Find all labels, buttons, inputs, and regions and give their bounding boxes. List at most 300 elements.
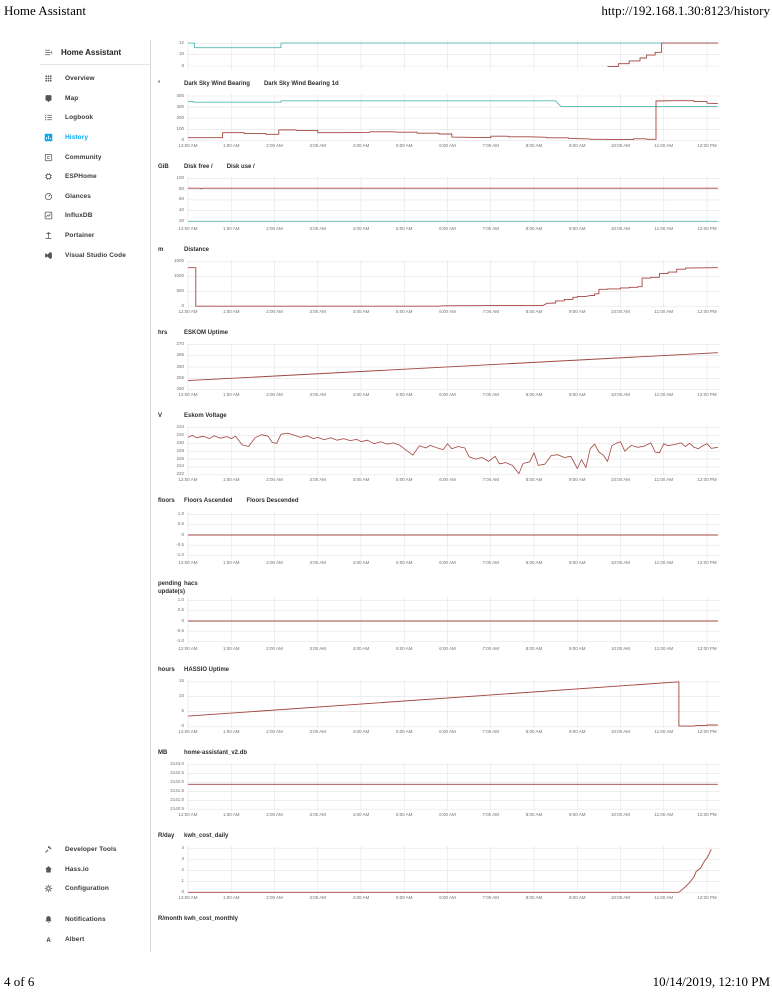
- chart-legend-row: [158, 247, 722, 259]
- y-tick-label: -1.0: [176, 551, 184, 557]
- x-tick-label: 8:00 AM: [525, 729, 543, 734]
- chart-kwh-cost-monthly: [158, 916, 722, 928]
- chart-hassio-uptime: [158, 667, 722, 739]
- print-footer-page-number: 4 of 6: [4, 974, 35, 989]
- y-tick-label: 228: [176, 447, 184, 453]
- portainer-icon: [43, 231, 53, 241]
- sidebar-item-developer-tools[interactable]: [40, 840, 150, 860]
- chart-unit-label: GiB: [158, 164, 169, 170]
- x-tick-label: 12:00 AM: [178, 729, 198, 734]
- x-tick-label: 4:00 AM: [352, 477, 370, 482]
- sidebar-item-label: History: [65, 134, 89, 142]
- x-tick-label: 5:00 AM: [395, 895, 413, 900]
- x-tick-label: 7:00 AM: [482, 309, 500, 314]
- series-line-0: [188, 433, 718, 474]
- map-icon: [43, 93, 53, 103]
- x-axis-labels: [158, 730, 722, 739]
- y-tick-label: 0: [181, 617, 184, 623]
- chart-plot-area: [158, 597, 722, 645]
- series-line-0: [188, 353, 718, 381]
- x-tick-label: 10:00 AM: [611, 477, 631, 482]
- chart-box-icon: [43, 133, 53, 143]
- x-tick-label: 2:00 AM: [266, 812, 283, 817]
- x-tick-label: 6:00 AM: [439, 143, 456, 148]
- series-line-0: [188, 101, 718, 107]
- chart-legend-row: [158, 413, 722, 425]
- chart-canvas: [188, 680, 720, 728]
- x-tick-label: 9:00 AM: [569, 477, 586, 482]
- x-tick-label: 4:00 AM: [352, 226, 370, 231]
- chart-legend-item: Eskom Voltage: [184, 413, 227, 419]
- vscode-icon: [43, 250, 53, 260]
- x-tick-label: 3:00 AM: [309, 729, 327, 734]
- print-footer: [4, 974, 770, 990]
- chart-unit-label: V: [158, 413, 163, 419]
- x-tick-label: 6:00 AM: [439, 226, 456, 231]
- x-tick-label: 4:00 AM: [352, 143, 370, 148]
- chart-unit-label: MB: [158, 750, 168, 756]
- chart-legend-item: Disk free /: [184, 164, 213, 170]
- sidebar-title: Home Assistant: [61, 47, 122, 57]
- chart-canvas: [188, 260, 720, 308]
- y-tick-label: 0: [181, 723, 184, 728]
- x-tick-label: 6:00 AM: [439, 729, 456, 734]
- y-tick-label: 230: [176, 439, 184, 445]
- x-tick-label: 11:00 AM: [654, 895, 674, 900]
- x-tick-label: 4:00 AM: [352, 560, 370, 565]
- print-footer-timestamp: 10/14/2019, 12:10 PM: [652, 974, 770, 989]
- x-tick-label: 2:00 AM: [266, 226, 283, 231]
- x-tick-label: 1:00 AM: [222, 477, 240, 482]
- x-tick-label: 3:00 AM: [309, 646, 327, 651]
- x-tick-label: 12:00 PM: [697, 812, 717, 817]
- y-tick-label: 200: [176, 114, 184, 120]
- x-tick-label: 4:00 AM: [352, 392, 370, 397]
- x-tick-label: 12:00 PM: [697, 309, 717, 314]
- x-tick-label: 1:00 AM: [222, 226, 240, 231]
- x-tick-label: 11:00 AM: [654, 309, 674, 314]
- sidebar-item-label: Hass.io: [65, 865, 89, 873]
- x-tick-label: 12:00 PM: [697, 226, 717, 231]
- x-tick-label: 10:00 AM: [611, 560, 631, 565]
- y-tick-label: -0.5: [176, 541, 184, 547]
- letter-square-icon: [43, 152, 53, 162]
- x-axis-labels: [158, 310, 722, 319]
- x-tick-label: 6:00 AM: [439, 560, 456, 565]
- chart-top-partial: [158, 40, 722, 70]
- x-tick-label: 12:00 AM: [178, 477, 198, 482]
- x-axis-labels: [158, 227, 722, 236]
- x-tick-label: 2:00 AM: [266, 143, 283, 148]
- x-tick-label: 4:00 AM: [352, 309, 370, 314]
- x-tick-label: 5:00 AM: [395, 560, 413, 565]
- y-tick-label: 0.5: [177, 521, 184, 527]
- series-line-0: [188, 849, 711, 892]
- x-tick-label: 3:00 AM: [309, 812, 327, 817]
- x-tick-label: 4:00 AM: [352, 895, 370, 900]
- x-tick-label: 1:00 AM: [222, 729, 240, 734]
- x-tick-label: 8:00 AM: [525, 895, 543, 900]
- y-tick-label: 0: [181, 302, 184, 308]
- sidebar-bottom-list: [40, 840, 150, 949]
- y-tick-label: 100: [176, 125, 184, 131]
- x-tick-label: 8:00 AM: [525, 226, 543, 231]
- y-tick-label: 40: [178, 207, 184, 213]
- y-tick-label: 400: [176, 92, 184, 98]
- x-tick-label: 12:00 AM: [178, 309, 198, 314]
- chart-plot-area: [158, 177, 722, 225]
- y-tick-label: 2141.0: [170, 796, 184, 802]
- chart-db-size: [158, 750, 722, 822]
- x-tick-label: 11:00 AM: [654, 812, 674, 817]
- x-tick-label: 12:00 PM: [697, 143, 717, 148]
- chart-canvas: [188, 177, 720, 225]
- y-tick-label: 0.5: [177, 607, 184, 613]
- chart-legend-item: home-assistant_v2.db: [184, 750, 248, 756]
- x-tick-label: 10:00 AM: [611, 392, 631, 397]
- x-tick-label: 3:00 AM: [309, 392, 327, 397]
- sidebar-item-configuration[interactable]: [40, 879, 150, 899]
- x-tick-label: 1:00 AM: [222, 309, 240, 314]
- sidebar-item-notifications[interactable]: [40, 910, 150, 930]
- x-tick-label: 11:00 AM: [654, 560, 674, 565]
- y-tick-label: 5: [181, 708, 184, 714]
- x-axis-labels: [158, 144, 722, 153]
- chart-legend-item: HASSIO Uptime: [184, 667, 230, 673]
- chart-plot-area: [158, 260, 722, 308]
- x-tick-label: 8:00 AM: [525, 143, 543, 148]
- chart-plot-area: [158, 763, 722, 811]
- chart-legend-row: [158, 833, 722, 845]
- x-tick-label: 8:00 AM: [525, 392, 543, 397]
- chart-plot-area: [158, 94, 722, 142]
- sidebar-item-hassio[interactable]: [40, 860, 150, 880]
- chart-unit-label: pending update(s): [158, 581, 185, 595]
- chart-line-box-icon: [43, 211, 53, 221]
- x-tick-label: 8:00 AM: [525, 309, 543, 314]
- chart-legend-row: [158, 164, 722, 176]
- x-tick-label: 2:00 AM: [266, 477, 283, 482]
- chart-eskom-uptime: [158, 330, 722, 402]
- sidebar-item-label: Community: [65, 153, 102, 161]
- print-header-url: http://192.168.1.30:8123/history: [601, 3, 770, 18]
- x-tick-label: 11:00 AM: [654, 392, 674, 397]
- series-line-0: [188, 682, 718, 726]
- sidebar-item-map[interactable]: [40, 89, 150, 109]
- x-tick-label: 9:00 AM: [569, 895, 586, 900]
- sidebar-item-label: Albert: [65, 935, 85, 943]
- chart-hacs: [158, 581, 722, 656]
- sidebar-item-label: Notifications: [65, 916, 106, 924]
- y-tick-label: 224: [176, 463, 184, 469]
- y-tick-label: 12: [178, 39, 184, 45]
- chart-unit-label: hrs: [158, 330, 168, 336]
- x-tick-label: 12:00 AM: [178, 812, 198, 817]
- chart-legend-item: hacs: [184, 581, 198, 587]
- y-tick-label: 1.0: [177, 597, 184, 603]
- x-tick-label: 2:00 AM: [266, 560, 283, 565]
- chart-unit-label: °: [158, 81, 161, 87]
- x-tick-label: 12:00 PM: [697, 895, 717, 900]
- y-tick-label: 2141.5: [170, 787, 184, 793]
- y-tick-label: 250: [176, 386, 184, 392]
- chart-plot-area: [158, 340, 722, 392]
- y-tick-label: 2143.0: [170, 761, 184, 767]
- y-tick-label: 100: [176, 175, 184, 181]
- chart-unit-label: R/day: [158, 833, 175, 839]
- y-tick-label: -0.5: [176, 627, 184, 633]
- x-tick-label: 9:00 AM: [569, 226, 586, 231]
- x-tick-label: 6:00 AM: [439, 477, 456, 482]
- x-tick-label: 1:00 AM: [222, 560, 240, 565]
- x-tick-label: 12:00 PM: [697, 392, 717, 397]
- y-tick-label: 0: [181, 531, 184, 537]
- sidebar-header: [40, 40, 150, 65]
- y-tick-label: 2142.0: [170, 779, 184, 785]
- x-tick-label: 12:00 AM: [178, 895, 198, 900]
- chart-disk: [158, 164, 722, 236]
- gauge-icon: [43, 191, 53, 201]
- sidebar-item-label: Visual Studio Code: [65, 251, 126, 259]
- x-tick-label: 9:00 AM: [569, 143, 586, 148]
- apps-icon: [43, 74, 53, 84]
- sidebar-item-glances[interactable]: [40, 187, 150, 207]
- chart-plot-area: [158, 846, 722, 894]
- y-tick-label: 265: [176, 352, 184, 358]
- y-tick-label: 20: [178, 217, 184, 223]
- sidebar: [40, 40, 151, 952]
- sidebar-item-albert[interactable]: [40, 929, 150, 949]
- x-tick-label: 11:00 AM: [654, 646, 674, 651]
- chart-plot-area: [158, 511, 722, 559]
- x-tick-label: 12:00 AM: [178, 560, 198, 565]
- x-tick-label: 1:00 AM: [222, 392, 240, 397]
- sidebar-item-label: InfluxDB: [65, 212, 93, 220]
- chart-unit-label: m: [158, 247, 164, 253]
- x-tick-label: 9:00 AM: [569, 392, 586, 397]
- x-tick-label: 2:00 AM: [266, 392, 283, 397]
- chart-distance: [158, 247, 722, 319]
- x-tick-label: 8:00 AM: [525, 477, 543, 482]
- y-tick-label: -1.0: [176, 637, 184, 643]
- x-tick-label: 12:00 AM: [178, 226, 198, 231]
- sidebar-item-label: ESPHome: [65, 173, 97, 181]
- y-tick-label: 80: [178, 185, 184, 191]
- y-tick-label: 60: [178, 196, 184, 202]
- bell-icon: [43, 915, 53, 925]
- chart-floors: [158, 498, 722, 570]
- x-tick-label: 3:00 AM: [309, 309, 327, 314]
- x-tick-label: 8:00 AM: [525, 812, 543, 817]
- chart-legend-row: [158, 81, 722, 93]
- chart-canvas: [188, 426, 720, 476]
- sidebar-item-portainer[interactable]: [40, 226, 150, 246]
- gear-icon: [43, 884, 53, 894]
- sidebar-item-history[interactable]: [40, 128, 150, 148]
- x-tick-label: 7:00 AM: [482, 812, 500, 817]
- x-tick-label: 10:00 AM: [611, 143, 631, 148]
- sidebar-item-vscode[interactable]: [40, 245, 150, 265]
- chart-canvas: [188, 511, 720, 559]
- x-tick-label: 10:00 AM: [611, 729, 631, 734]
- tools-icon: [43, 845, 53, 855]
- chart-legend-row: [158, 750, 722, 762]
- x-tick-label: 5:00 AM: [395, 309, 413, 314]
- y-tick-label: 500: [176, 287, 184, 293]
- x-tick-label: 10:00 AM: [611, 226, 631, 231]
- x-tick-label: 5:00 AM: [395, 392, 413, 397]
- x-tick-label: 12:00 AM: [178, 646, 198, 651]
- x-tick-label: 7:00 AM: [482, 895, 500, 900]
- chart-plot-area: [158, 426, 722, 476]
- x-tick-label: 9:00 AM: [569, 560, 586, 565]
- y-tick-label: 226: [176, 455, 184, 461]
- sidebar-divider-gap: [40, 899, 150, 910]
- y-tick-label: 2142.5: [170, 770, 184, 776]
- y-tick-label: 8: [181, 62, 184, 68]
- series-line-0: [188, 268, 718, 307]
- sidebar-item-logbook[interactable]: [40, 108, 150, 128]
- sidebar-item-label: Overview: [65, 75, 95, 83]
- x-tick-label: 10:00 AM: [611, 812, 631, 817]
- x-axis-labels: [158, 813, 722, 822]
- print-header-title: Home Assistant: [4, 3, 86, 18]
- y-tick-label: 1500: [173, 258, 184, 264]
- y-tick-label: 1: [181, 877, 184, 883]
- y-tick-label: 270: [176, 340, 184, 346]
- x-tick-label: 2:00 AM: [266, 309, 283, 314]
- x-tick-label: 7:00 AM: [482, 646, 500, 651]
- x-tick-label: 11:00 AM: [654, 477, 674, 482]
- chart-legend-row: [158, 498, 722, 510]
- y-tick-label: 3: [181, 855, 184, 861]
- chart-kwh-cost-daily: [158, 833, 722, 905]
- sidebar-item-esphome[interactable]: [40, 167, 150, 187]
- chart-legend-item: kwh_cost_monthly: [184, 916, 239, 922]
- x-tick-label: 2:00 AM: [266, 729, 283, 734]
- x-tick-label: 3:00 AM: [309, 895, 327, 900]
- x-tick-label: 6:00 AM: [439, 309, 456, 314]
- chart-unit-label: floors: [158, 498, 175, 504]
- chart-unit-label: R/month: [158, 916, 183, 922]
- x-tick-label: 11:00 AM: [654, 226, 674, 231]
- x-tick-label: 9:00 AM: [569, 812, 586, 817]
- print-header: [4, 3, 770, 19]
- x-tick-label: 2:00 AM: [266, 646, 283, 651]
- home-icon: [43, 864, 53, 874]
- x-tick-label: 6:00 AM: [439, 646, 456, 651]
- chart-legend-item: ESKOM Uptime: [184, 330, 229, 336]
- sidebar-item-community[interactable]: [40, 147, 150, 167]
- history-charts-panel: [151, 40, 722, 952]
- sidebar-item-label: Map: [65, 94, 79, 102]
- sidebar-item-label: Configuration: [65, 885, 109, 893]
- x-tick-label: 5:00 AM: [395, 729, 413, 734]
- chart-plot-area: [158, 40, 722, 70]
- series-line-0: [188, 43, 718, 48]
- x-tick-label: 7:00 AM: [482, 560, 500, 565]
- chart-canvas: [188, 597, 720, 645]
- x-tick-label: 4:00 AM: [352, 729, 370, 734]
- x-tick-label: 3:00 AM: [309, 560, 327, 565]
- chart-canvas: [188, 94, 720, 142]
- x-tick-label: 12:00 PM: [697, 646, 717, 651]
- x-tick-label: 7:00 AM: [482, 392, 500, 397]
- x-tick-label: 11:00 AM: [654, 729, 674, 734]
- menu-open-icon[interactable]: [43, 47, 53, 57]
- chart-canvas: [188, 846, 720, 894]
- x-tick-label: 3:00 AM: [309, 226, 327, 231]
- x-axis-labels: [158, 393, 722, 402]
- x-tick-label: 5:00 AM: [395, 646, 413, 651]
- x-tick-label: 5:00 AM: [395, 477, 413, 482]
- chart-canvas: [188, 40, 720, 70]
- x-tick-label: 9:00 AM: [569, 729, 586, 734]
- x-tick-label: 9:00 AM: [569, 646, 586, 651]
- sidebar-item-overview[interactable]: [40, 69, 150, 89]
- x-tick-label: 12:00 AM: [178, 143, 198, 148]
- x-tick-label: 8:00 AM: [525, 560, 543, 565]
- y-tick-label: 255: [176, 374, 184, 380]
- sidebar-item-influxdb[interactable]: [40, 206, 150, 226]
- x-tick-label: 5:00 AM: [395, 226, 413, 231]
- x-tick-label: 7:00 AM: [482, 143, 500, 148]
- chart-legend-item: Distance: [184, 247, 210, 253]
- x-tick-label: 10:00 AM: [611, 646, 631, 651]
- x-tick-label: 1:00 AM: [222, 646, 240, 651]
- y-tick-label: 10: [178, 693, 184, 699]
- x-tick-label: 5:00 AM: [395, 143, 413, 148]
- chart-eskom-voltage: [158, 413, 722, 487]
- series-line-1: [188, 188, 718, 189]
- chart-legend-item: Dark Sky Wind Bearing 1d: [263, 81, 339, 87]
- y-tick-label: 222: [176, 471, 184, 477]
- sidebar-item-label: Logbook: [65, 114, 94, 122]
- chart-legend-row: [158, 667, 722, 679]
- chart-legend-row: [158, 581, 722, 596]
- x-tick-label: 4:00 AM: [352, 812, 370, 817]
- x-tick-label: 10:00 AM: [611, 895, 631, 900]
- y-tick-label: 2: [181, 866, 184, 872]
- x-tick-label: 7:00 AM: [482, 729, 500, 734]
- chart-canvas: [188, 343, 720, 391]
- x-tick-label: 12:00 PM: [697, 560, 717, 565]
- x-tick-label: 8:00 AM: [525, 646, 543, 651]
- x-tick-label: 7:00 AM: [482, 226, 500, 231]
- x-axis-labels: [158, 647, 722, 656]
- chart-legend-row: [158, 916, 722, 928]
- x-tick-label: 3:00 AM: [309, 477, 327, 482]
- sidebar-nav-list: [40, 69, 150, 265]
- chart-legend-item: Disk use /: [226, 164, 255, 170]
- x-axis-labels: [158, 478, 722, 487]
- x-tick-label: 12:00 AM: [178, 392, 198, 397]
- chart-legend-item: kwh_cost_daily: [184, 833, 229, 839]
- x-tick-label: 11:00 AM: [654, 143, 674, 148]
- sidebar-item-label: Developer Tools: [65, 846, 117, 854]
- x-tick-label: 12:00 PM: [697, 729, 717, 734]
- y-tick-label: 300: [176, 103, 184, 109]
- x-tick-label: 6:00 AM: [439, 895, 456, 900]
- y-tick-label: 0: [181, 888, 184, 894]
- x-tick-label: 6:00 AM: [439, 812, 456, 817]
- list-icon: [43, 113, 53, 123]
- x-axis-labels: [158, 561, 722, 570]
- y-tick-label: 15: [178, 678, 184, 684]
- chart-legend-item: Floors Descended: [246, 498, 299, 504]
- x-tick-label: 1:00 AM: [222, 812, 240, 817]
- x-tick-label: 9:00 AM: [569, 309, 586, 314]
